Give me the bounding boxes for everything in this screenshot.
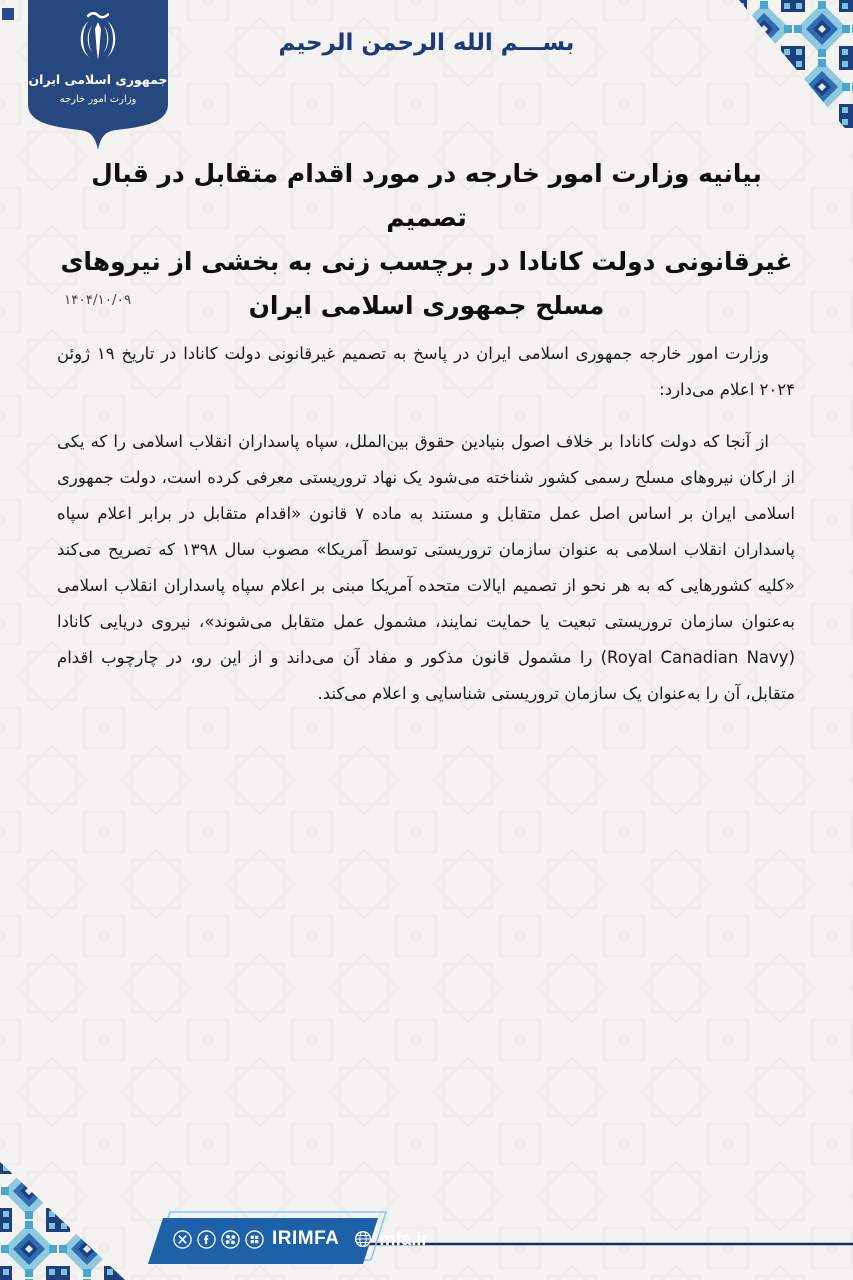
statement-date: ۱۴۰۴/۱۰/۰۹ <box>64 292 132 308</box>
facebook-icon[interactable] <box>197 1230 216 1249</box>
statement-body <box>57 336 795 728</box>
globe-icon <box>354 1230 372 1248</box>
statement-title <box>55 152 798 328</box>
statement-title-line-3: مسلح جمهوری اسلامی ایران <box>248 291 605 320</box>
badge-ministry-label: وزارت امور خارجه <box>59 94 137 106</box>
bismillah-calligraphy: بســـم الله الرحمن الرحیم <box>278 30 575 56</box>
badge-country-label: جمهوری اسلامی ایران <box>28 72 168 87</box>
statement-title-line-1: بیانیه وزارت امور خارجه در مورد اقدام متقابل در قبال تصمیم <box>91 159 762 232</box>
statement-paragraph-intro: وزارت امور خارجه جمهوری اسلامی ایران در پاسخ به تصمیم غیرقانونی دولت کانادا در تاریخ ۱۹ ژوئن ۲۰۲۴ اعلام می‌دارد: <box>57 344 795 399</box>
mosaic-corner-top-right-decoration <box>735 0 853 138</box>
footer-social-bar <box>173 1226 429 1252</box>
statement-paragraph-main: از آنجا که دولت کانادا بر خلاف اصول بنیادین حقوق بین‌الملل، سپاه پاسداران انقلاب اسلامی را که یکی از ارکان نیروهای مسلح رسمی کشور شناخته می‌شود یک نهاد تروریستی معرفی کرده است، دولت جمهوری اسلامی ایران بر اساس اصل عمل متقابل و مستند به ماده ۷ قانون «اقدام متقابل در برابر اعلام سپاه پاسداران انقلاب اسلامی به عنوان سازمان تروریستی توسط آمریکا» مصوب سال ۱۳۹۸ که تصریح می‌کند «کلیه کشورهایی که به هر نحو از تصمیم ایالات متحده آمریکا مبنی بر اعلام سپاه پاسداران انقلاب اسلامی به‌عنوان سازمان تروریستی تبعیت یا حمایت نمایند، مشمول عمل متقابل می‌شوند»، نیروی دریایی کانادا (Royal Canadian Navy) را مشمول قانون مذکور و مفاد آن می‌داند و از این رو، در چارچوب اقدام متقابل، آن را به‌عنوان یک سازمان تروریستی شناسایی و اعلام می‌کند. <box>57 432 795 703</box>
aparat-icon[interactable] <box>221 1230 240 1249</box>
app-grid-icon[interactable] <box>245 1230 264 1249</box>
footer-website[interactable]: mfa.ir <box>379 1228 429 1249</box>
ministry-badge-content <box>28 0 168 152</box>
x-twitter-icon[interactable] <box>173 1230 192 1249</box>
footer-agency-handle: IRIMFA <box>272 1228 340 1249</box>
tile-fragment-decoration <box>2 8 14 20</box>
statement-title-line-2: غیرقانونی دولت کانادا در برچسب زنی به بخشی از نیروهای <box>60 247 793 276</box>
